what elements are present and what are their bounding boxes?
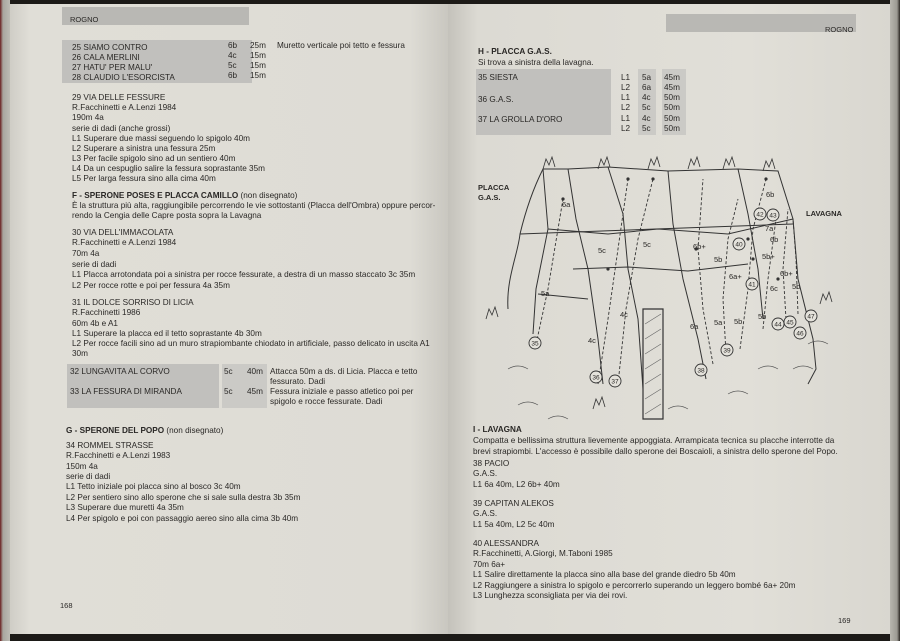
route-title: 38 PACIO (473, 459, 510, 468)
grade-label: 5b (714, 255, 723, 264)
text-line: L4 Per spigolo e poi con passaggio aereo sino alla cima 3b 40m (66, 514, 299, 523)
text-line: 30m (72, 349, 88, 358)
grade-label: 5c (598, 246, 606, 255)
text-line: Compatta e bellissima struttura lievemente appoggiata. Arrampicata tecnica su placche interrotte da (473, 436, 835, 445)
text-line: L3 Lunghezza sconsigliata per via dei rovi. (473, 591, 628, 600)
pitch-label: L1 (621, 93, 631, 102)
text-line: 150m 4a (66, 462, 98, 471)
route-length: 15m (250, 61, 266, 70)
topo-drawing (448, 139, 890, 424)
route-title: 34 ROMMEL STRASSE (66, 441, 154, 450)
route-title: 30 VIA DELL'IMMACOLATA (72, 228, 174, 237)
text-line: serie di dadi (66, 472, 111, 481)
text-line: R.Facchinetti e A.Lenzi 1983 (66, 451, 171, 460)
grade-label: 5c (643, 240, 651, 249)
route-number: 36 (592, 374, 600, 382)
text-line: L1 6a 40m, L2 6b+ 40m (473, 480, 560, 489)
pitch-grade: 5c (642, 103, 651, 112)
route-name: 32 LUNGAVITA AL CORVO (70, 367, 170, 376)
text-line: L2 Raggiungere a sinistra lo spigolo e percorrerlo superando un leggero bombé 6a+ 20m (473, 581, 796, 590)
route-name: 37 LA GROLLA D'ORO (478, 115, 563, 124)
route-length: 25m (250, 41, 266, 50)
text-line: L1 Superare due massi seguendo lo spigolo 40m (72, 134, 250, 143)
text-line: G.A.S. (473, 469, 498, 478)
section-title: G - SPERONE DEL POPO (non disegnato) (66, 426, 224, 435)
text-line: 70m 4a (72, 249, 100, 258)
left-page (10, 4, 448, 634)
route-number: 43 (769, 212, 777, 220)
route-number: 44 (774, 321, 782, 329)
pitch-length: 50m (664, 114, 680, 123)
left-page-edges (0, 0, 10, 641)
section-subtitle: Si trova a sinistra della lavagna. (478, 58, 594, 67)
hatched-dihedral (645, 314, 661, 414)
route-number: 38 (697, 367, 705, 375)
pitch-label: L2 (621, 103, 631, 112)
right-page (448, 4, 890, 634)
route-name: 25 SIAMO CONTRO (72, 43, 148, 52)
pitch-label: L2 (621, 124, 631, 133)
route-title: 29 VIA DELLE FESSURE (72, 93, 166, 102)
text-line: rendo la Cengia delle Capre posta sopra la Lavagna (72, 211, 262, 220)
section-title: H - PLACCA G.A.S. (478, 47, 552, 56)
grade-label: 6b+ (780, 269, 793, 278)
section-title: I - LAVAGNA (473, 425, 522, 434)
running-header: ROGNO (70, 15, 99, 24)
route-grade: 6b (228, 71, 238, 80)
grade-label: 5b+ (762, 252, 775, 261)
grade-label: 6b (770, 235, 779, 244)
route-note: Muretto verticale poi tetto e fessura (277, 41, 405, 50)
pitch-length: 45m (664, 73, 680, 82)
route-name: 36 G.A.S. (478, 95, 514, 104)
pitch-length: 50m (664, 103, 680, 112)
text-line: L1 Placca arrotondata poi a sinistra per rocce fessurate, a destra di un masso staccato 3c 35m (72, 270, 416, 279)
route-name: 27 HATU' PER MALU' (72, 63, 153, 72)
text-line: L2 Per rocce facili sino ad un muro strapiombante chiodato in artificiale, passo delicato in uscita A1 (72, 339, 430, 348)
grade-label: 5b (758, 312, 767, 321)
route-note: Attacca 50m a ds. di Licia. Placca e tetto (270, 367, 418, 376)
grade-label: 5b (734, 317, 743, 326)
grade-label: 7a (765, 224, 774, 233)
grade-label: 6b (766, 190, 775, 199)
route-number: 47 (807, 313, 815, 321)
pitch-grade: 4c (642, 114, 651, 123)
route-number: 42 (756, 211, 764, 219)
route-name: 28 CLAUDIO L'ESORCISTA (72, 73, 175, 82)
pitch-length: 50m (664, 124, 680, 133)
text-line: 190m 4a (72, 113, 104, 122)
route-number: 40 (735, 241, 743, 249)
route-title: 31 IL DOLCE SORRISO DI LICIA (72, 298, 194, 307)
text-line: R.Facchinetti e A.Lenzi 1984 (72, 103, 177, 112)
pitch-length: 50m (664, 93, 680, 102)
route-grade: 4c (228, 51, 237, 60)
text-line: L2 Per rocce rotte e poi per fessura 4a 35m (72, 281, 230, 290)
route-note: Fessura iniziale e passo atletico poi per (270, 387, 414, 396)
route-number: 41 (748, 281, 756, 289)
running-header: ROGNO (825, 25, 854, 34)
text-line: 70m 6a+ (473, 560, 506, 569)
rock-outline (508, 167, 816, 419)
topo-label: LAVAGNA (806, 209, 842, 218)
pitch-label: L1 (621, 73, 631, 82)
ground-grass (508, 341, 828, 419)
text-line: R.Facchinetti e A.Lenzi 1984 (72, 238, 177, 247)
route-name: 33 LA FESSURA DI MIRANDA (70, 387, 182, 396)
text-line: L4 Da un cespuglio salire la fessura soprastante 35m (72, 164, 265, 173)
route-name: 35 SIESTA (478, 73, 518, 82)
grade-label: 5a (714, 318, 723, 327)
grade-label: 6a (690, 322, 699, 331)
text-line: L5 Per larga fessura sino alla cima 40m (72, 174, 216, 183)
route-grade: 6b (228, 41, 238, 50)
pitch-length: 45m (664, 83, 680, 92)
pitch-label: L2 (621, 83, 631, 92)
text-line: L1 Tetto iniziale poi placca sino al bosco 3c 40m (66, 482, 241, 491)
grade-label: 6a+ (729, 272, 742, 281)
route-length: 15m (250, 51, 266, 60)
route-title: 40 ALESSANDRA (473, 539, 539, 548)
route-grade: 5c (224, 387, 233, 396)
grade-label: 4c (588, 336, 596, 345)
section-title: F - SPERONE POSES E PLACCA CAMILLO (non disegnato) (72, 191, 298, 200)
route-title: 39 CAPITAN ALEKOS (473, 499, 554, 508)
text-line: 60m 4b e A1 (72, 319, 118, 328)
grade-label: 4c (620, 310, 628, 319)
grade-label: 6c (770, 284, 778, 293)
text-line: L3 Per facile spigolo sino ad un sentiero 40m (72, 154, 236, 163)
text-line: L1 5a 40m, L2 5c 40m (473, 520, 555, 529)
route-length: 15m (250, 71, 266, 80)
grade-label: 5b (792, 282, 801, 291)
trees (486, 157, 832, 409)
text-line: È la struttura più alta, raggiungibile percorrendo le vie sottostanti (Placca dell'Ombra) oppure percor- (72, 201, 436, 210)
text-line: L3 Superare due muretti 4a 35m (66, 503, 184, 512)
text-line: G.A.S. (473, 509, 498, 518)
text-line: L1 Salire direttamente la placca sino alla base del grande diedro 5b 40m (473, 570, 736, 579)
text-line: L2 Per sentiero sino allo sperone che si sale sulla destra 3b 35m (66, 493, 301, 502)
grade-label: 6b+ (693, 242, 706, 251)
pitch-grade: 4c (642, 93, 651, 102)
page-number: 168 (60, 601, 73, 610)
text-line: serie di dadi (72, 260, 117, 269)
route-note: fessurato. Dadi (270, 377, 326, 386)
pitch-grade: 5c (642, 124, 651, 133)
route-name: 26 CALA MERLINI (72, 53, 140, 62)
route-length: 45m (247, 387, 263, 396)
route-number: 45 (786, 319, 794, 327)
pitch-label: L1 (621, 114, 631, 123)
text-line: serie di dadi (anche grossi) (72, 124, 171, 133)
text-line: L1 Superare la placca ed il tetto soprastante 4b 30m (72, 329, 262, 338)
pitch-grade: 6a (642, 83, 652, 92)
route-note: spigolo e rocce fessurate. Dadi (270, 397, 383, 406)
route-length: 40m (247, 367, 263, 376)
right-page-edges (890, 0, 900, 641)
text-line: R.Facchinetti, A.Giorgi, M.Taboni 1985 (473, 549, 613, 558)
grade-label: 6a (562, 200, 571, 209)
page-number: 169 (838, 616, 851, 625)
text-line: L2 Superare a sinistra una fessura 25m (72, 144, 216, 153)
text-line: R.Facchinetti 1986 (72, 308, 141, 317)
grade-label: 5a (541, 289, 550, 298)
route-grade: 5c (224, 367, 233, 376)
route-number: 39 (723, 347, 731, 355)
pitch-grade: 5a (642, 73, 652, 82)
text-line: brevi strapiombi. L'accesso è possibile dallo sperone dei Boscaioli, a sinistra dello sperone del Popo. (473, 447, 838, 456)
route-grade: 5c (228, 61, 237, 70)
route-number: 35 (531, 340, 539, 348)
topo-label: G.A.S. (478, 193, 501, 202)
route-number: 37 (611, 378, 619, 386)
topo-label: PLACCA (478, 183, 510, 192)
route-number: 46 (796, 330, 804, 338)
